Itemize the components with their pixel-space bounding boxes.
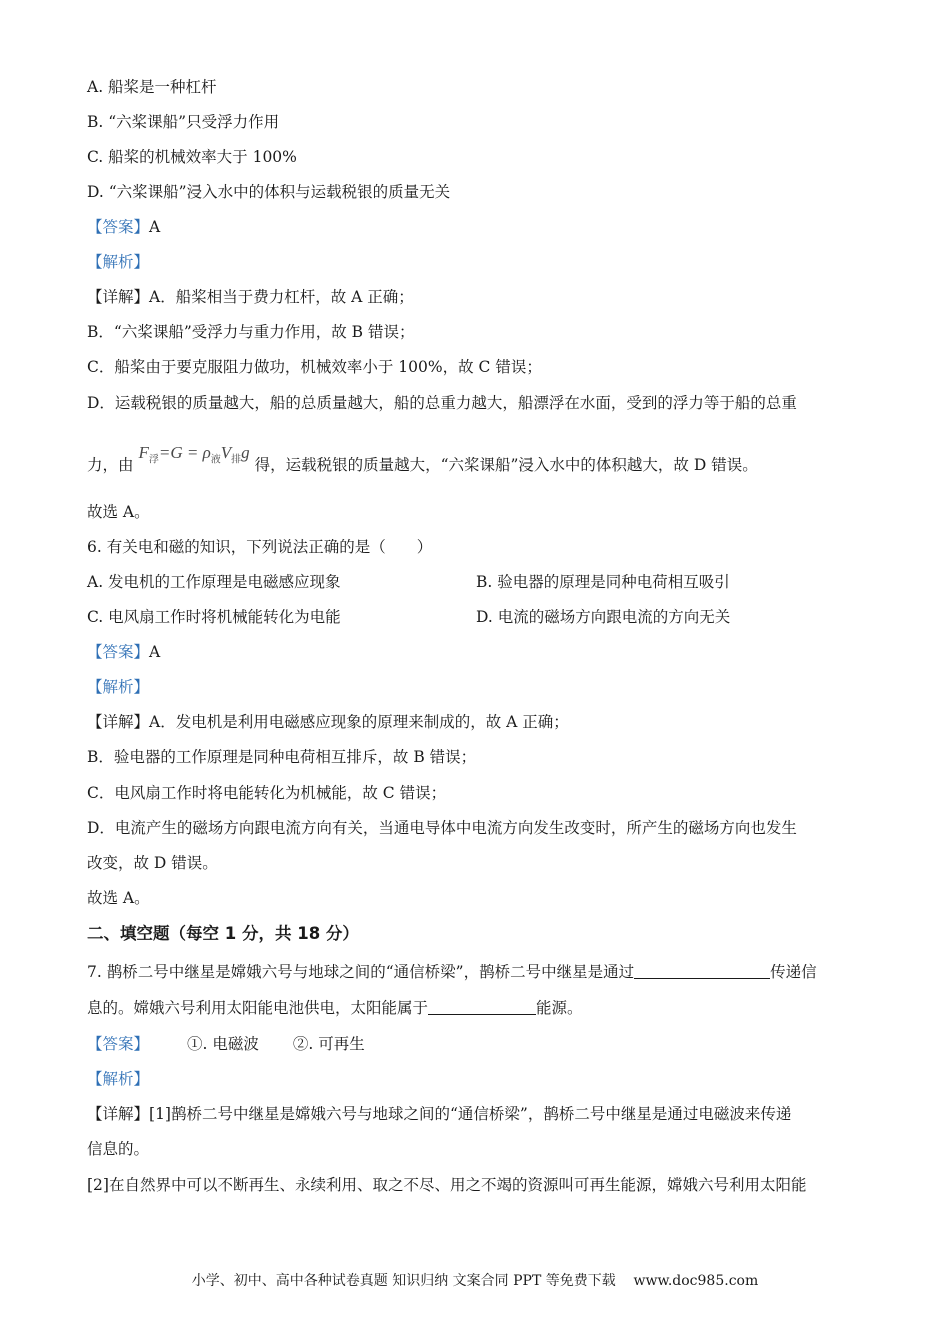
detail-tag: 【详解】	[87, 713, 150, 731]
footer-text: 小学、初中、高中各种试卷真题 知识归纳 文案合同 PPT 等免费下载	[191, 1273, 616, 1289]
page-footer	[0, 1270, 950, 1290]
q6-options-row1	[87, 572, 341, 592]
formula-g: g	[241, 443, 250, 462]
q6-option-a: A. 发电机的工作原理是电磁感应现象	[87, 573, 341, 591]
q5-detail-a	[87, 287, 414, 307]
q6-detail-d-line1: D．电流产生的磁场方向跟电流方向有关，当通电导体中电流方向发生改变时，所产生的磁场方向也发生	[87, 819, 797, 837]
q7-answer	[87, 1034, 365, 1054]
q6-detail-b: B．验电器的工作原理是同种电荷相互排斥，故 B 错误；	[87, 748, 477, 766]
answer-tag: 【答案】	[87, 643, 150, 661]
formula-f: F	[138, 443, 149, 462]
detail-text-pre: 力，由	[87, 456, 134, 474]
answer-value-1: ①. 电磁波	[187, 1035, 259, 1053]
buoyancy-formula	[138, 443, 249, 470]
q6-detail-c: C．电风扇工作时将电能转化为机械能，故 C 错误；	[87, 784, 447, 802]
detail-text-post: 得，运载税银的质量越大，“六桨课船”浸入水中的体积越大，故 D 错误。	[254, 456, 758, 474]
stem-text: 传递信	[770, 963, 817, 981]
answer-value: A	[149, 218, 161, 236]
formula-sub-float: 浮	[148, 454, 159, 466]
q6-option-d: D. 电流的磁场方向跟电流的方向无关	[476, 608, 731, 626]
section-heading: 二、填空题（每空 1 分，共 18 分）	[87, 924, 359, 943]
detail-text: A．船桨相当于费力杠杆，故 A 正确；	[149, 288, 414, 306]
stem-text: 能源。	[536, 999, 583, 1017]
q5-detail-c: C．船桨由于要克服阻力做功，机械效率小于 100%，故 C 错误；	[87, 358, 542, 376]
q5-analysis-tag: 【解析】	[87, 253, 150, 271]
q6-detail-a	[87, 712, 569, 732]
q7-detail-1b: 信息的。	[87, 1140, 150, 1158]
q5-conclusion: 故选 A。	[87, 503, 150, 521]
q6-analysis-tag: 【解析】	[87, 678, 150, 696]
q5-option-a: A. 船桨是一种杠杆	[87, 78, 217, 96]
fill-blank-1[interactable]	[634, 962, 770, 979]
formula-sub-liquid: 液	[210, 454, 221, 466]
q6-answer	[87, 642, 160, 662]
formula-sub-disp: 排	[231, 454, 242, 466]
q7-stem-line2	[87, 998, 583, 1018]
q5-answer	[87, 217, 160, 237]
q7-stem-line1	[87, 962, 817, 982]
detail-text: [1]鹊桥二号中继星是嫦娥六号与地球之间的“通信桥梁”，鹊桥二号中继星是通过电磁波来传递	[149, 1105, 792, 1123]
formula-v: V	[220, 443, 232, 462]
q5-option-b: B. “六桨课船”只受浮力作用	[87, 113, 280, 131]
q7-detail-1a	[87, 1104, 791, 1124]
q6-option-b: B. 验电器的原理是同种电荷相互吸引	[476, 573, 730, 591]
answer-value: A	[149, 643, 161, 661]
q6-stem: 6. 有关电和磁的知识，下列说法正确的是（ ）	[87, 538, 433, 556]
q5-option-c: C. 船桨的机械效率大于 100%	[87, 148, 297, 166]
q7-analysis-tag: 【解析】	[87, 1070, 150, 1088]
answer-tag: 【答案】	[87, 1035, 150, 1053]
q5-detail-b: B．“六桨课船”受浮力与重力作用，故 B 错误；	[87, 323, 415, 341]
footer-url[interactable]: www.doc985.com	[633, 1273, 759, 1289]
q6-conclusion: 故选 A。	[87, 889, 150, 907]
fill-blank-2[interactable]	[428, 998, 536, 1015]
q6-option-c: C. 电风扇工作时将机械能转化为电能	[87, 608, 341, 626]
answer-tag: 【答案】	[87, 218, 150, 236]
q6-detail-d-line2: 改变，故 D 错误。	[87, 854, 218, 872]
q7-detail-2: [2]在自然界中可以不断再生、永续利用、取之不尽、用之不竭的资源叫可再生能源，嫦娥六号利用太阳能	[87, 1176, 807, 1194]
q5-option-d: D. “六桨课船”浸入水中的体积与运载税银的质量无关	[87, 183, 451, 201]
detail-tag: 【详解】	[87, 288, 150, 306]
detail-text: A．发电机是利用电磁感应现象的原理来制成的，故 A 正确；	[149, 713, 569, 731]
stem-text: 7. 鹊桥二号中继星是嫦娥六号与地球之间的“通信桥梁”，鹊桥二号中继星是通过	[87, 963, 635, 981]
detail-tag: 【详解】	[87, 1105, 150, 1123]
formula-eq: =G = ρ	[158, 443, 211, 462]
answer-value-2: ②. 可再生	[292, 1035, 365, 1053]
stem-text: 息的。嫦娥六号利用太阳能电池供电，太阳能属于	[87, 999, 429, 1017]
q5-detail-d-line1: D．运载税银的质量越大，船的总质量越大，船的总重力越大，船漂浮在水面，受到的浮力等于船的总重	[87, 394, 797, 412]
